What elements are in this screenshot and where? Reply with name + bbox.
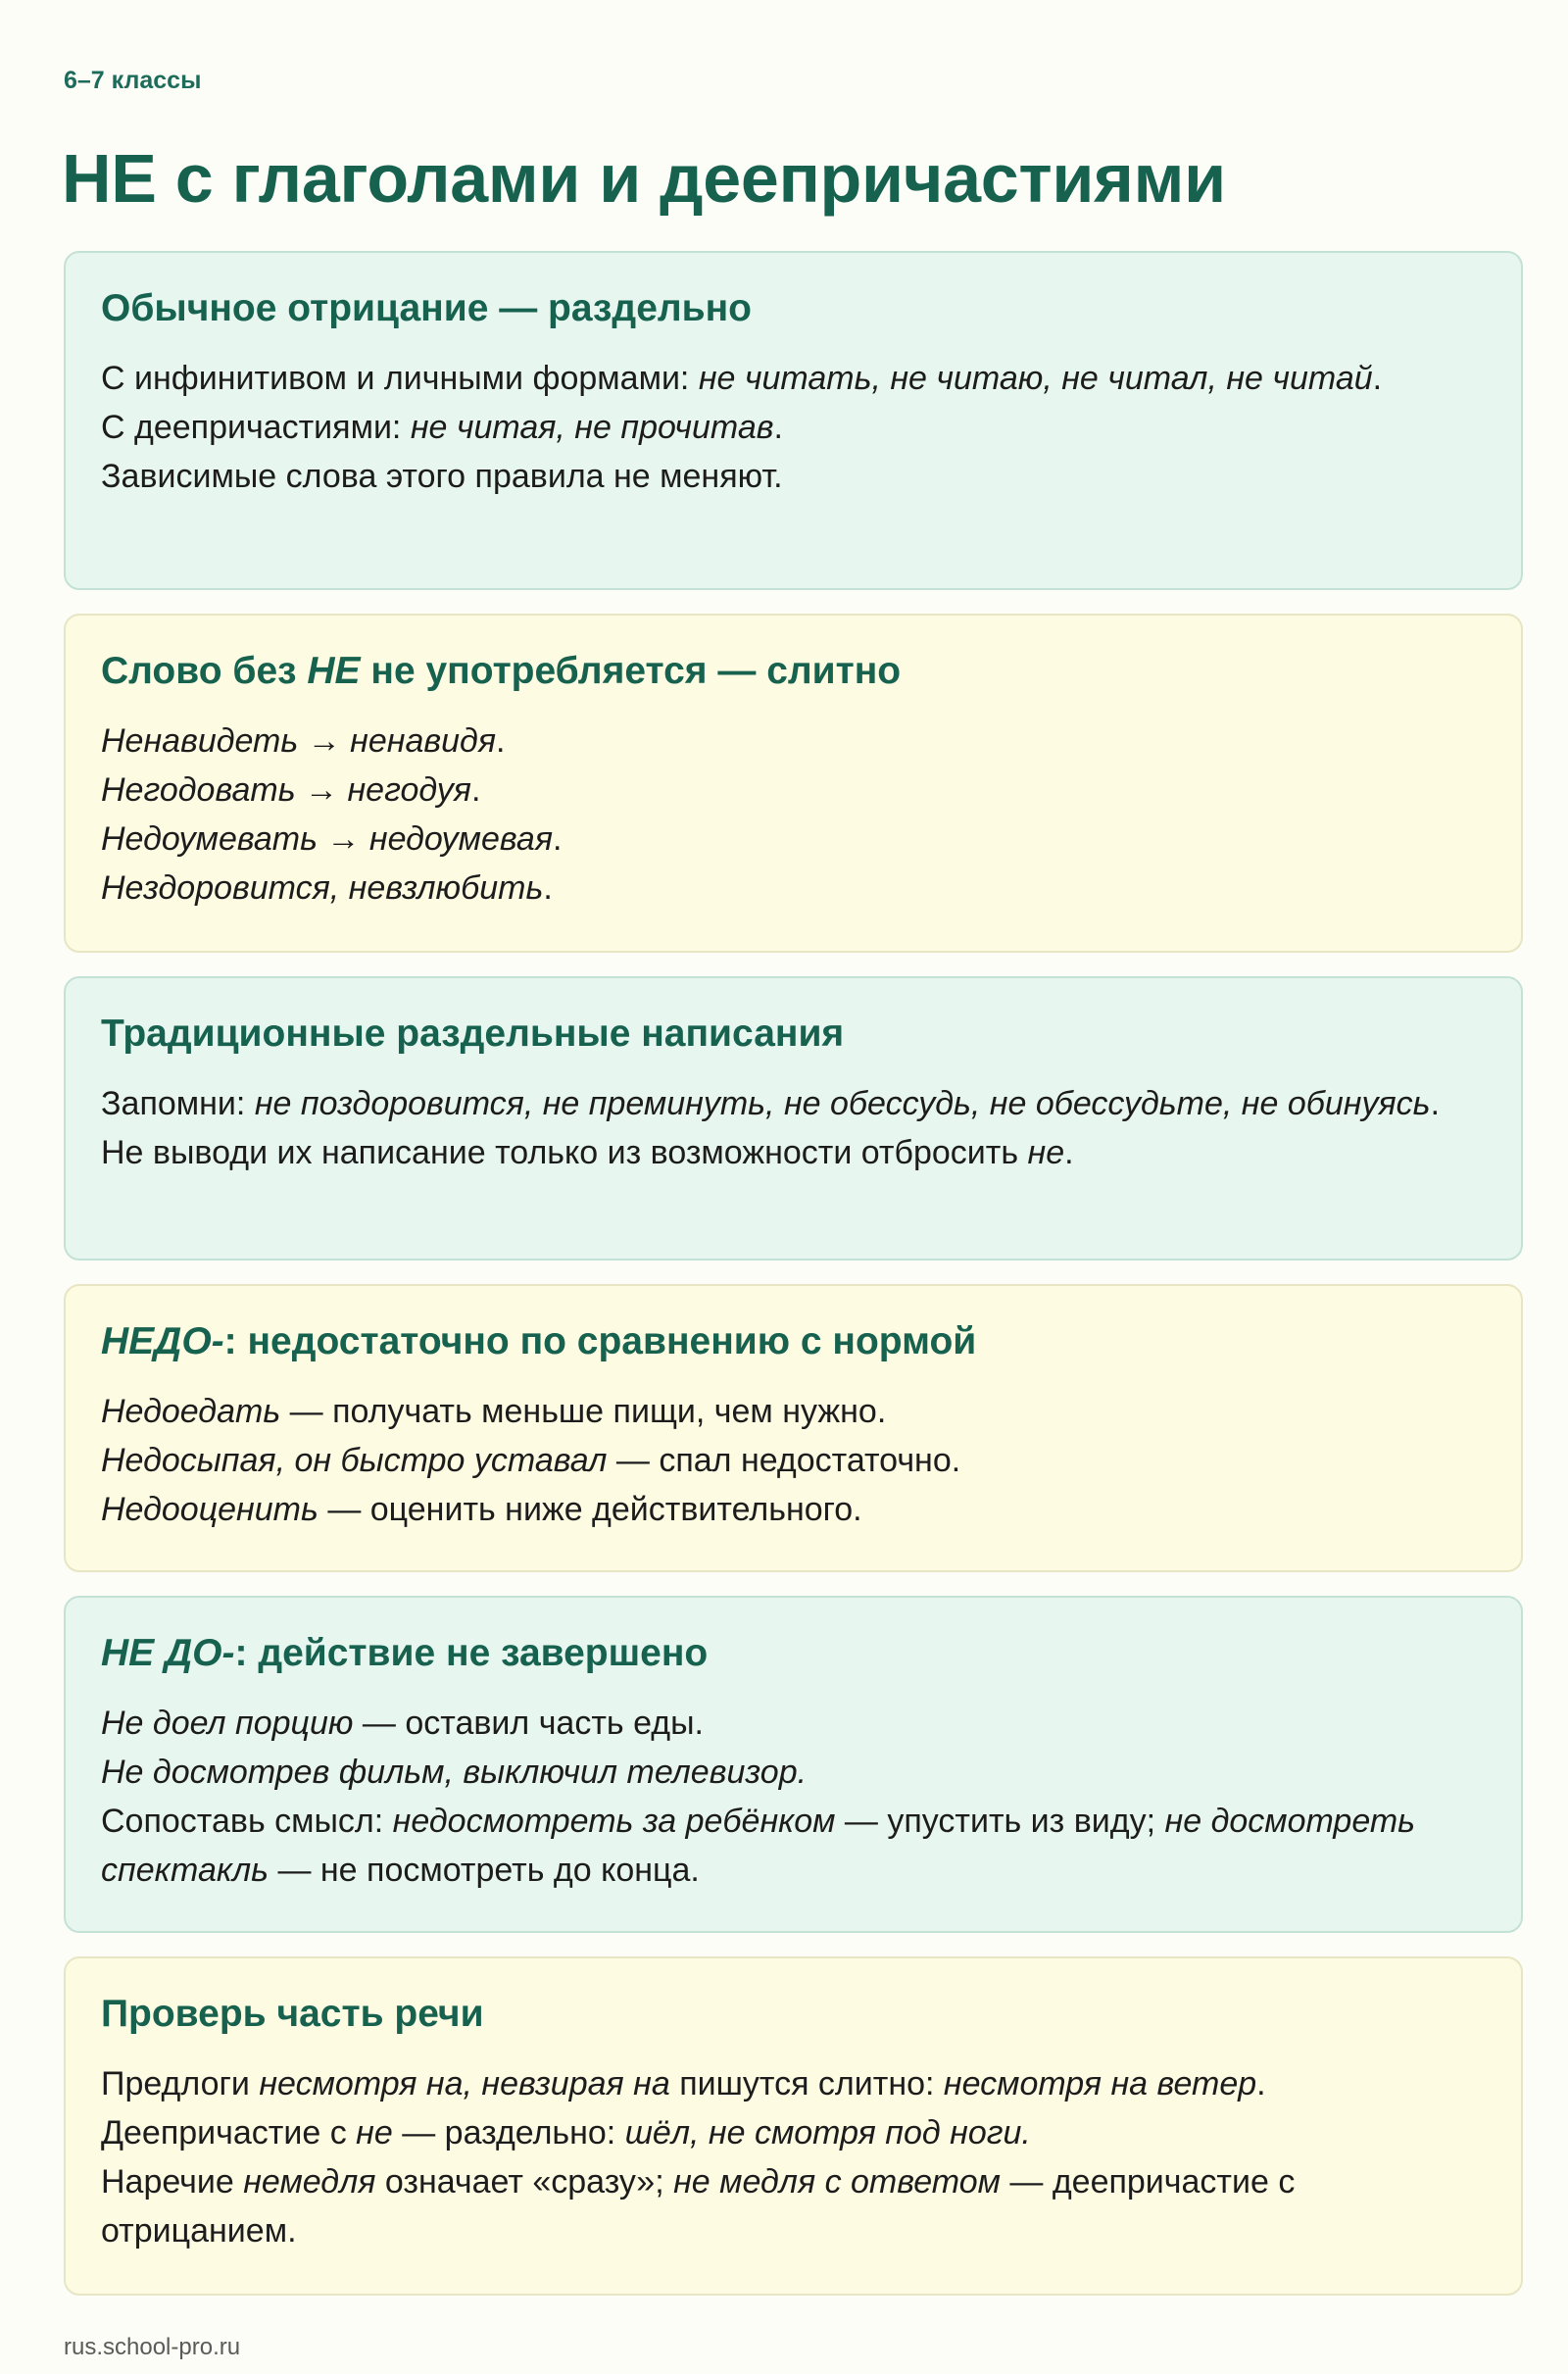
example-line: Сопоставь смысл: недосмотреть за ребёнком — упустить из виду; не досмотреть спектакль — не посмотреть до конца. [101,1802,1416,1889]
rule-line: Деепричастие с не — раздельно: шёл, не смотря под ноги. [101,2113,1031,2151]
rule-line: Зависимые слова этого правила не меняют. [101,457,783,495]
example-line: Ненавидеть → ненавидя. [101,721,506,760]
example-line: Недоедать — получать меньше пищи, чем нужно. [101,1392,887,1430]
example-line: Недоумевать → недоумевая. [101,819,563,858]
card-heading: НЕ ДО-: действие не завершено [101,1632,709,1674]
card-ne-do [64,1596,1523,1933]
example-line: Не досмотрев фильм, выключил телевизор. [101,1753,808,1791]
example-line: Недооценить — оценить ниже действительного. [101,1490,862,1528]
rule-line: С деепричастиями: не читая, не прочитав. [101,408,783,446]
card-heading: Традиционные раздельные написания [101,1013,845,1055]
card-without-ne [64,614,1523,953]
card-heading: Обычное отрицание — раздельно [101,287,753,329]
example-line: Нездоровится, невзлюбить. [101,868,553,907]
card-nedo-prefix [64,1284,1523,1572]
example-line: Не доел порцию — оставил часть еды. [101,1704,704,1742]
card-heading: НЕДО-: недостаточно по сравнению с нормой [101,1320,977,1362]
example-line: Недосыпая, он быстро уставал — спал недостаточно. [101,1441,961,1479]
page-title: НЕ с глаголами и деепричастиями [62,140,1226,217]
card-ordinary-negation [64,251,1523,590]
rule-line: Наречие немедля означает «сразу»; не медля с ответом — деепричастие с отрицанием. [101,2162,1296,2250]
rule-line: Запомни: не поздоровится, не преминуть, не обессудь, не обессудьте, не обинуясь. [101,1084,1441,1122]
rule-line: Не выводи их написание только из возможности отбросить не. [101,1133,1074,1171]
grade-label: 6–7 классы [64,67,202,94]
card-heading: Проверь часть речи [101,1993,484,2035]
rule-line: Предлоги несмотря на, невзирая на пишутся слитно: несмотря на ветер. [101,2064,1266,2102]
card-heading: Слово без НЕ не употребляется — слитно [101,650,902,692]
card-traditional-separate [64,976,1523,1261]
card-check-part-of-speech [64,1956,1523,2296]
site-url[interactable]: rus.school-pro.ru [64,2334,241,2360]
example-line: Негодовать → негодуя. [101,770,481,809]
rule-line: С инфинитивом и личными формами: не читать, не читаю, не читал, не читай. [101,359,1383,397]
